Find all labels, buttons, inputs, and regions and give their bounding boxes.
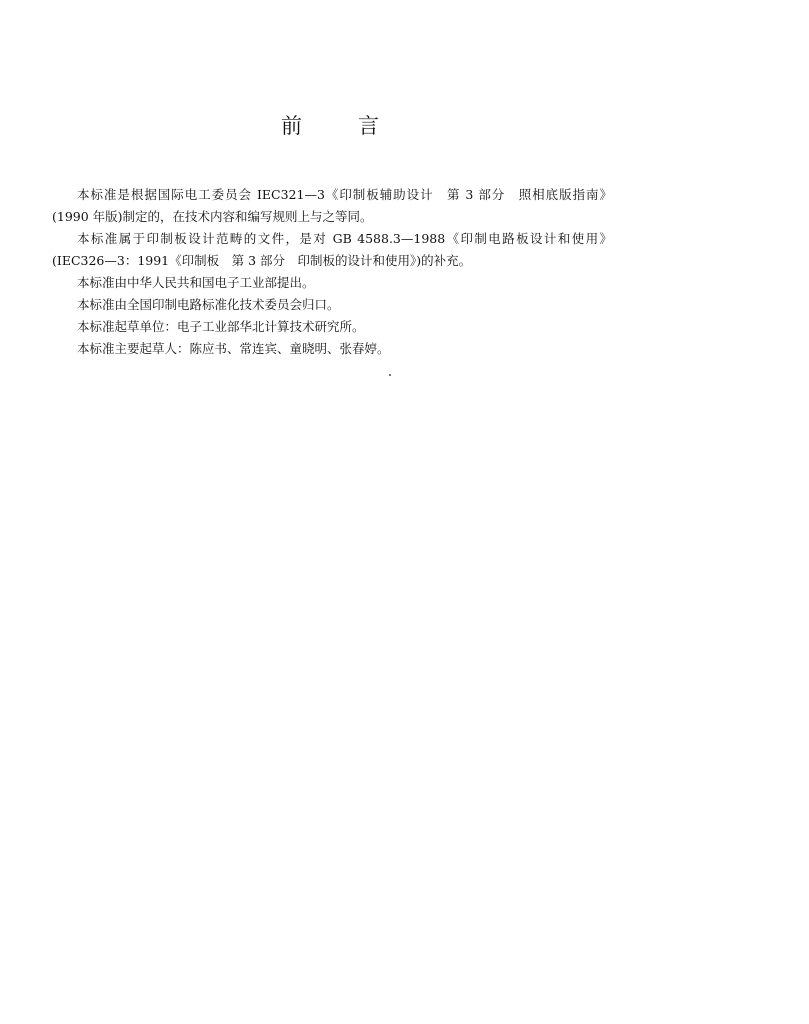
- page-title: 前言: [281, 114, 435, 138]
- paragraph-4: 本标准由全国印制电路标准化技术委员会归口。: [77, 297, 340, 312]
- paragraph-5: 本标准起草单位：电子工业部华北计算技术研究所。: [77, 319, 365, 334]
- stray-dot: [389, 374, 391, 376]
- document-body: [52, 184, 612, 360]
- paragraph-1: 本标准是根据国际电工委员会 IEC321—3《印制板辅助设计 第 3 部分 照相底版指南》(1990 年版)制定的，在技术内容和编写规则上与之等同。: [52, 187, 612, 224]
- paragraph-3: 本标准由中华人民共和国电子工业部提出。: [77, 275, 315, 290]
- paragraph-2: 本标准属于印制板设计范畴的文件，是对 GB 4588.3—1988《印制电路板设计和使用》(IEC326—3：1991《印制板 第 3 部分 印制板的设计和使用》)的补充。: [52, 231, 612, 268]
- paragraph-6: 本标准主要起草人：陈应书、常连宾、童晓明、张春婷。: [77, 341, 390, 356]
